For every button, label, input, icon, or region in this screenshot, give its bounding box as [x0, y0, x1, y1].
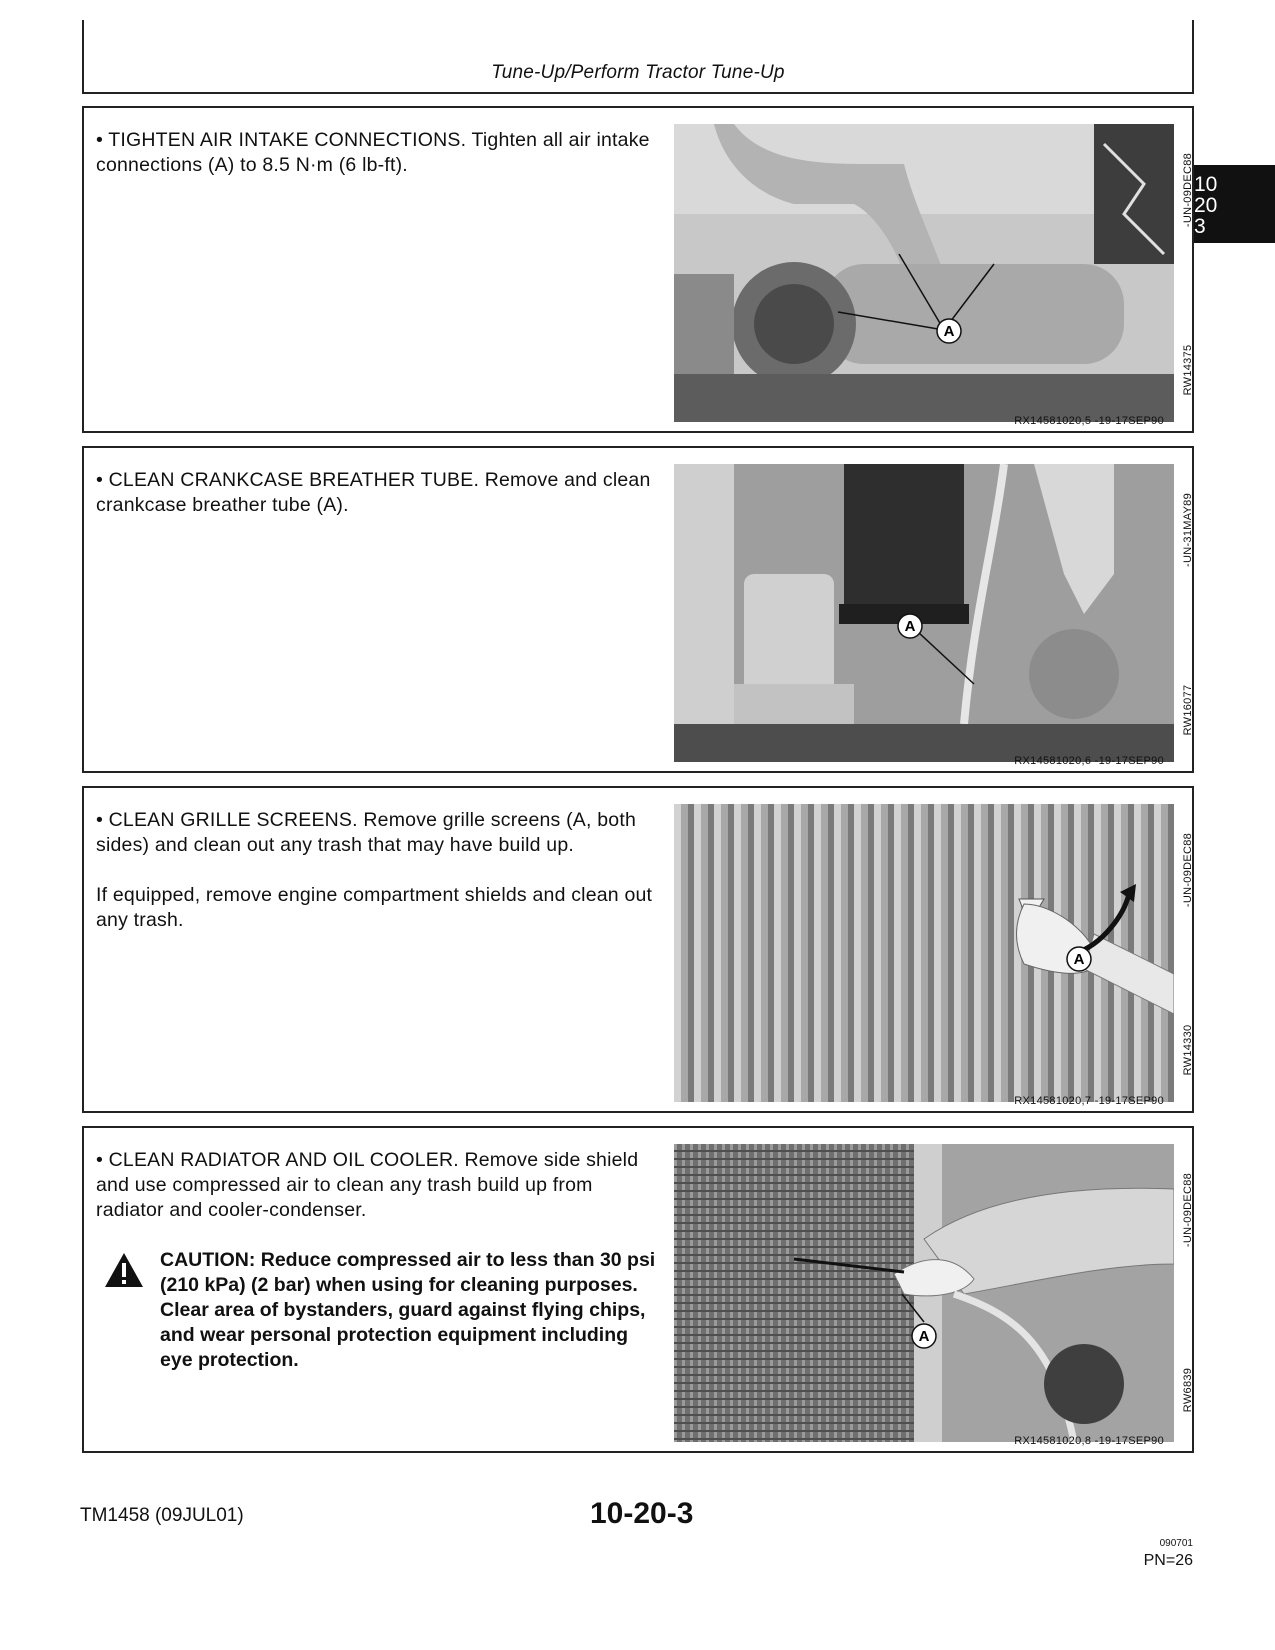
- image-tag: -UN-09DEC88: [1182, 152, 1194, 228]
- reference-code: RX14581020,8 -19-17SEP90: [1014, 1435, 1164, 1447]
- side-code: [1176, 1144, 1200, 1442]
- instruction-paragraph: • CLEAN CRANKCASE BREATHER TUBE. Remove and clean crankcase breather tube (A).: [96, 469, 651, 516]
- radiator-photo: [674, 1144, 1174, 1442]
- section-crankcase-breather: [82, 446, 1194, 773]
- footer-pn: PN=26: [1143, 1552, 1193, 1569]
- section-grille-screens: [82, 786, 1194, 1113]
- callout-a: A: [904, 618, 916, 635]
- section-text: [96, 468, 656, 543]
- page-number: 10-20-3: [590, 1497, 694, 1530]
- warning-icon: [104, 1252, 144, 1288]
- header-title: Tune-Up/Perform Tractor Tune-Up: [491, 62, 785, 83]
- air-intake-photo: [674, 124, 1174, 422]
- section-tab: [1194, 165, 1275, 243]
- instruction-paragraph: • TIGHTEN AIR INTAKE CONNECTIONS. Tighten all air intake connections (A) to 8.5 N·m (6 lb-ft).: [96, 129, 650, 176]
- section-text: [96, 1148, 656, 1248]
- section-tab-line-3: 3: [1194, 215, 1206, 238]
- section-radiator-oil-cooler: [82, 1126, 1194, 1453]
- side-code: [1176, 124, 1200, 422]
- instruction-paragraph: • CLEAN GRILLE SCREENS. Remove grille screens (A, both sides) and clean out any trash that may have build up.: [96, 809, 636, 856]
- section-text: [96, 808, 656, 958]
- page-header: [82, 20, 1194, 94]
- image-tag: -UN-09DEC88: [1182, 832, 1194, 908]
- image-tag: -UN-31MAY89: [1182, 492, 1194, 568]
- crankcase-photo: [674, 464, 1174, 762]
- reference-code: RX14581020,7 -19-17SEP90: [1014, 1095, 1164, 1107]
- grille-screens-photo: [674, 804, 1174, 1102]
- caution-block: [98, 1248, 658, 1373]
- section-air-intake: [82, 106, 1194, 433]
- caution-text: CAUTION: Reduce compressed air to less than 30 psi (210 kPa) (2 bar) when using for cleaning purposes. Clear area of bystanders, guard against flying chips, and wear personal protection equipment including eye protection.: [160, 1249, 656, 1371]
- callout-a: A: [1073, 951, 1085, 968]
- side-code: [1176, 464, 1200, 762]
- section-tab-line-2: 20: [1194, 194, 1218, 217]
- side-code: [1176, 804, 1200, 1102]
- callout-a: A: [918, 1328, 930, 1345]
- instruction-paragraph: If equipped, remove engine compartment shields and clean out any trash.: [96, 884, 653, 931]
- callout-a: A: [943, 323, 955, 340]
- manual-id: TM1458 (09JUL01): [80, 1505, 244, 1526]
- section-text: [96, 128, 656, 203]
- instruction-paragraph: • CLEAN RADIATOR AND OIL COOLER. Remove side shield and use compressed air to clean any trash build up from radiator and cooler-condenser.: [96, 1149, 639, 1221]
- section-tab-line-1: 10: [1194, 173, 1218, 196]
- reference-code: RX14581020,6 -19-17SEP90: [1014, 755, 1164, 767]
- footer-date-code: 090701: [1159, 1538, 1193, 1549]
- image-code: RW14330: [1182, 1024, 1194, 1076]
- image-code: RW6839: [1182, 1367, 1194, 1413]
- image-code: RW16077: [1182, 684, 1194, 736]
- image-tag: -UN-09DEC88: [1182, 1172, 1194, 1248]
- image-code: RW14375: [1182, 344, 1194, 396]
- reference-code: RX14581020,5 -19-17SEP90: [1014, 415, 1164, 427]
